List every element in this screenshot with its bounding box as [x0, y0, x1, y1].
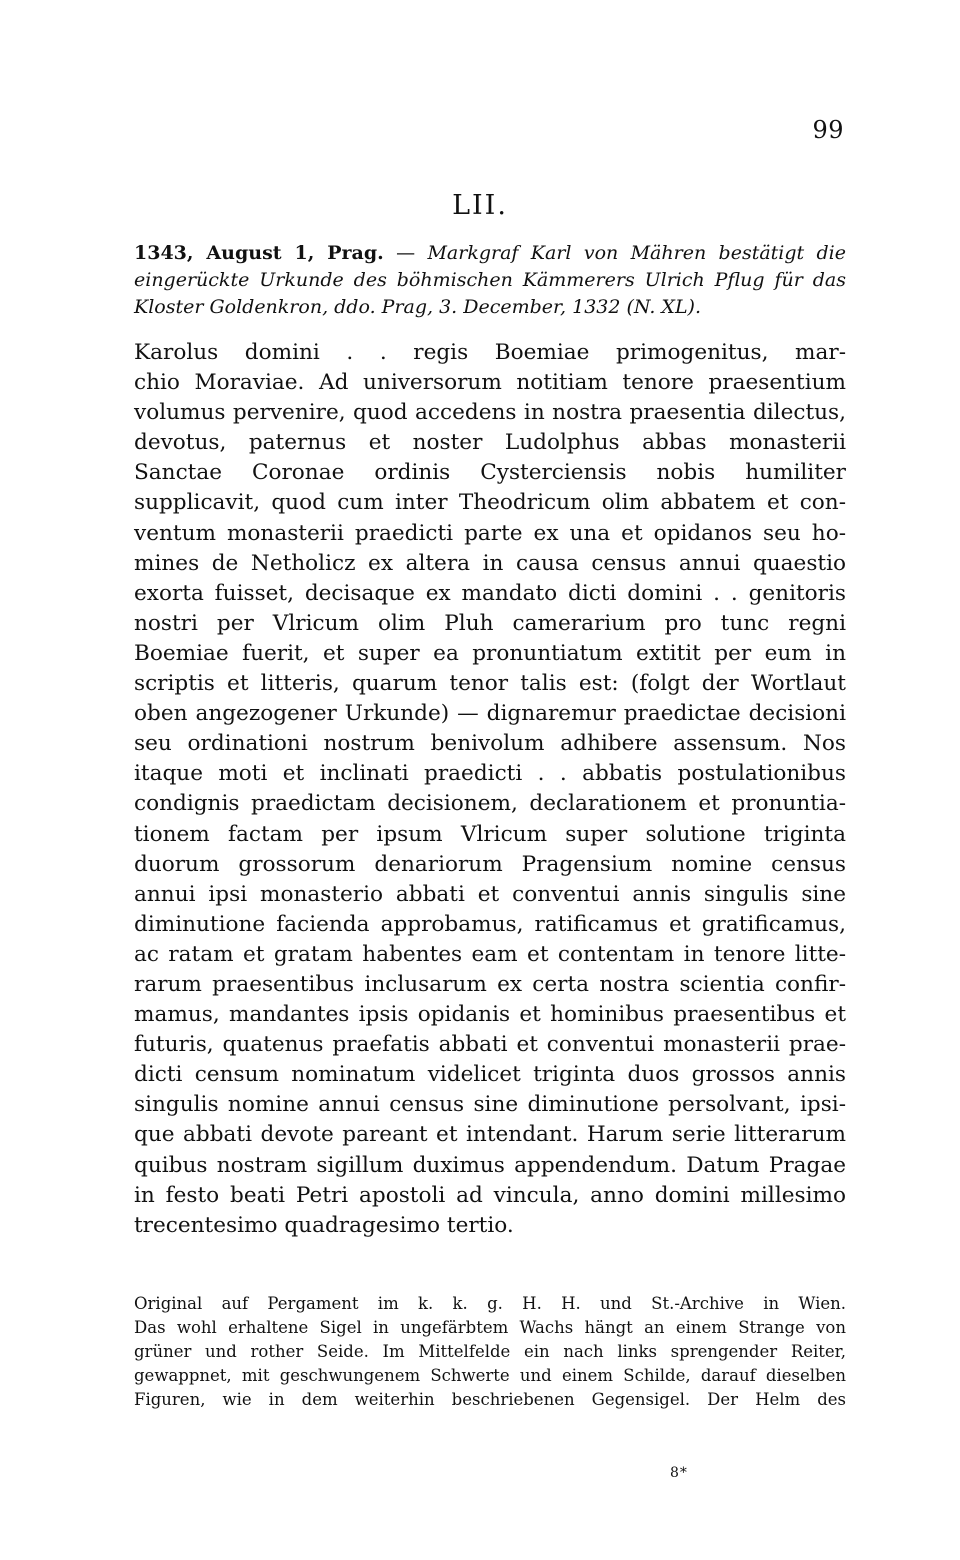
text-line: mines de Netholicz ex altera in causa census annui quaestio [134, 550, 846, 576]
text-line: itaque moti et inclinati praedicti . . abbatis postulationibus [134, 761, 846, 787]
footnote-line: Das wohl erhaltene Sigel in ungefärbtem Wachs hängt an einem Strange von [134, 1318, 846, 1337]
text-line: diminutione facienda approbamus, ratificamus et gratificamus, [134, 911, 846, 937]
text-line: duorum grossorum denariorum Pragensium nomine census [134, 851, 846, 877]
heading-date-place: 1343, August 1, Prag. [134, 242, 384, 264]
text-line: singulis nomine annui census sine diminutione persolvant, ipsi- [134, 1092, 846, 1118]
text-line: volumus pervenire, quod accedens in nostra praesentia dilectus, [134, 400, 846, 426]
text-line: dicti censum nominatum videlicet triginta duos grossos annis [134, 1062, 846, 1088]
text-line: futuris, quatenus praefatis abbati et conventui monasterii prae- [134, 1032, 846, 1058]
text-line: tionem factam per ipsum Vlricum super solutione triginta [134, 821, 846, 847]
heading-summary-line: eingerückte Urkunde des böhmischen Kämmerers Ulrich Pflug für das [134, 269, 846, 291]
text-line: Sanctae Coronae ordinis Cysterciensis nobis humiliter [134, 460, 846, 486]
text-line: annui ipsi monasterio abbati et conventui annis singulis sine [134, 881, 846, 907]
footnote-line: grüner und rother Seide. Im Mittelfelde ein nach links sprengender Reiter, [134, 1342, 846, 1361]
heading-summary-line: Kloster Goldenkron, ddo. Prag, 3. December, 1332 (N. XL). [134, 296, 702, 318]
signature-mark: 8* [670, 1465, 688, 1481]
document-number: LII. [452, 190, 508, 221]
text-line: que abbati devote pareant et intendant. Harum serie litterarum [134, 1122, 846, 1148]
footnote-line: gewappnet, mit geschwungenem Schwerte und einem Schilde, darauf dieselben [134, 1366, 846, 1385]
text-line: supplicavit, quod cum inter Theodricum olim abbatem et con- [134, 490, 846, 516]
archival-footnote [134, 1292, 846, 1412]
text-line: ac ratam et gratam habentes eam et contentam in tenore litte- [134, 941, 846, 967]
text-line: condignis praedictam decisionem, declarationem et pronuntia- [134, 791, 846, 817]
page-number: 99 [812, 116, 844, 144]
footnote-line: Original auf Pergament im k. k. g. H. H. und St.-Archive in Wien. [134, 1294, 846, 1313]
text-line: chio Moraviae. Ad universorum notitiam tenore praesentium [134, 370, 846, 396]
heading-dash: — [396, 242, 416, 264]
charter-text [134, 338, 846, 1241]
text-line: mamus, mandantes ipsis opidanis et hominibus praesentibus et [134, 1002, 846, 1028]
text-line: in festo beati Petri apostoli ad vincula, anno domini millesimo [134, 1182, 846, 1208]
text-line: exorta fuisset, decisaque ex mandato dicti domini . . genitoris [134, 580, 846, 606]
text-line: quibus nostram sigillum duximus appendendum. Datum Pragae [134, 1152, 846, 1178]
text-line: oben angezogener Urkunde) — dignaremur praedictae decisioni [134, 701, 846, 727]
text-line: devotus, paternus et noster Ludolphus abbas monasterii [134, 430, 846, 456]
text-line: seu ordinationi nostrum benivolum adhibere assensum. Nos [134, 731, 846, 757]
text-line: Boemiae fuerit, et super ea pronuntiatum extitit per eum in [134, 640, 846, 666]
text-line: Karolus domini . . regis Boemiae primogenitus, mar- [134, 340, 846, 365]
heading-line [134, 240, 846, 267]
heading-summary-line: Markgraf Karl von Mähren bestätigt die [427, 242, 846, 264]
text-line: nostri per Vlricum olim Pluh camerarium pro tunc regni [134, 610, 846, 636]
text-line: trecentesimo quadragesimo tertio. [134, 1212, 514, 1238]
text-line: ventum monasterii praedicti parte ex una et opidanos seu ho- [134, 520, 846, 546]
text-line: rarum praesentibus inclusarum ex certa nostra scientia confir- [134, 971, 846, 997]
footnote-line: Figuren, wie in dem weiterhin beschriebenen Gegensigel. Der Helm des [134, 1390, 846, 1409]
document-heading [134, 240, 846, 321]
text-line: scriptis et litteris, quarum tenor talis est: (folgt der Wortlaut [134, 671, 846, 697]
